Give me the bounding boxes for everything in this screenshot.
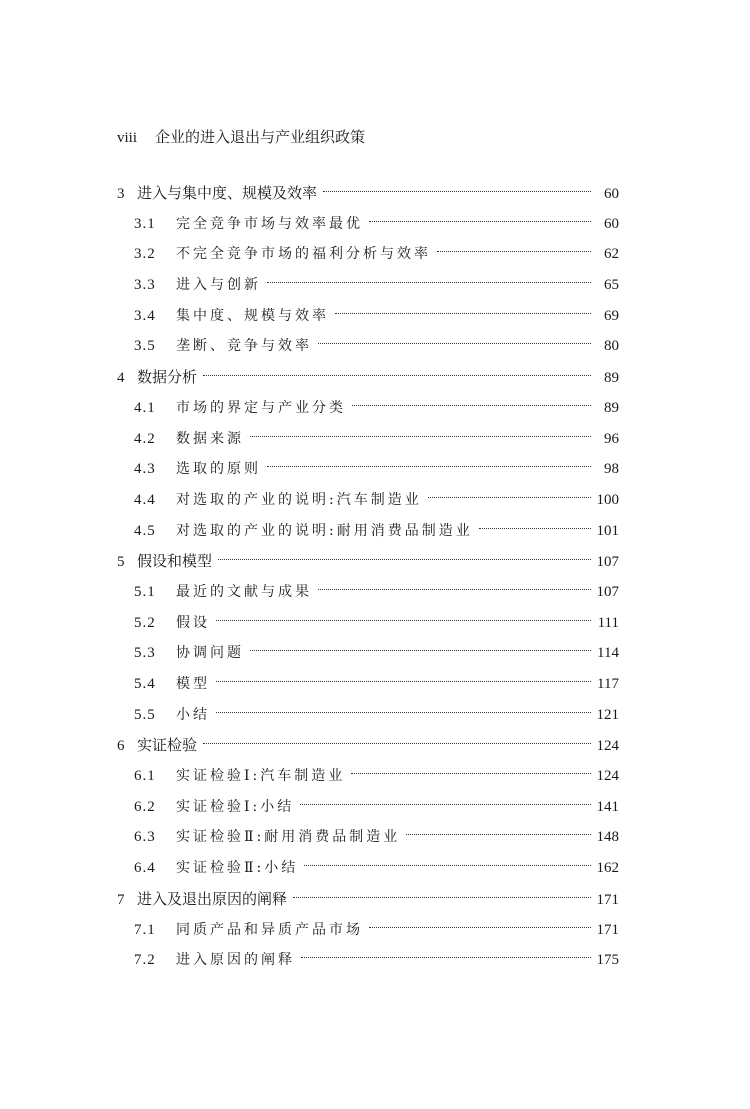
entry-page-number: 148 xyxy=(596,829,619,846)
dot-leader xyxy=(300,804,590,805)
entry-title: 假设 xyxy=(176,614,210,631)
toc-section-entry xyxy=(117,761,619,792)
entry-number: 7.2 xyxy=(134,952,156,969)
entry-title: 实证检验Ⅱ:耐用消费品制造业 xyxy=(176,829,401,846)
toc-section-entry xyxy=(117,485,619,516)
entry-number: 5.1 xyxy=(134,583,156,600)
entry-page-number: 69 xyxy=(604,307,619,324)
entry-number: 4.5 xyxy=(134,522,156,539)
entry-title: 进入原因的阐释 xyxy=(176,952,295,969)
entry-page-number: 89 xyxy=(604,370,619,387)
toc-section-entry xyxy=(117,700,619,731)
toc-section-entry xyxy=(117,638,619,669)
toc-section-entry xyxy=(117,577,619,608)
entry-title: 实证检验Ⅱ:小结 xyxy=(176,860,299,877)
dot-leader xyxy=(318,589,591,590)
dot-leader xyxy=(216,712,591,713)
entry-number: 5.5 xyxy=(134,706,156,723)
entry-title: 完全竞争市场与效率最优 xyxy=(176,215,363,232)
entry-number: 3 xyxy=(117,186,125,202)
toc-section-entry xyxy=(117,945,619,976)
page-folio: viii xyxy=(117,130,138,146)
dot-leader xyxy=(304,865,590,866)
dot-leader xyxy=(323,191,591,192)
entry-number: 3.1 xyxy=(134,215,156,232)
dot-leader xyxy=(318,343,591,344)
dot-leader xyxy=(351,773,590,774)
toc-section-entry xyxy=(117,270,619,301)
entry-number: 6.2 xyxy=(134,798,156,815)
entry-title: 数据来源 xyxy=(176,430,244,447)
entry-title: 假设和模型 xyxy=(137,552,213,571)
running-header xyxy=(117,126,365,147)
entry-number: 3.5 xyxy=(134,338,156,355)
dot-leader xyxy=(335,313,591,314)
entry-page-number: 96 xyxy=(604,430,619,447)
dot-leader xyxy=(203,743,590,744)
toc-chapter-entry xyxy=(117,730,619,761)
toc-section-entry xyxy=(117,424,619,455)
entry-page-number: 117 xyxy=(597,676,619,692)
dot-leader xyxy=(479,528,591,529)
toc-chapter-entry xyxy=(117,362,619,393)
entry-title: 进入与集中度、规模及效率 xyxy=(137,184,318,202)
toc-section-entry xyxy=(117,516,619,547)
entry-page-number: 80 xyxy=(604,338,619,355)
toc-section-entry xyxy=(117,669,619,700)
entry-page-number: 62 xyxy=(604,246,619,263)
entry-number: 3.4 xyxy=(134,307,156,324)
entry-number: 3.2 xyxy=(134,246,156,263)
entry-title: 垄断、竞争与效率 xyxy=(176,338,312,355)
entry-title: 协调问题 xyxy=(176,645,244,662)
entry-page-number: 60 xyxy=(604,215,619,232)
toc-chapter-entry xyxy=(117,884,619,915)
entry-title: 选取的原则 xyxy=(176,461,261,478)
book-title: 企业的进入退出与产业组织政策 xyxy=(155,128,366,146)
entry-title: 小结 xyxy=(176,706,210,723)
toc-section-entry xyxy=(117,331,619,362)
dot-leader xyxy=(437,251,591,252)
entry-page-number: 171 xyxy=(596,891,619,908)
toc-section-entry xyxy=(117,915,619,946)
dot-leader xyxy=(267,282,591,283)
entry-number: 6.4 xyxy=(134,860,156,877)
toc-section-entry xyxy=(117,822,619,853)
entry-number: 6 xyxy=(117,738,125,755)
entry-page-number: 60 xyxy=(604,186,619,202)
dot-leader xyxy=(250,650,591,651)
entry-page-number: 141 xyxy=(596,798,619,815)
entry-page-number: 162 xyxy=(596,860,619,877)
toc-section-entry xyxy=(117,853,619,884)
entry-number: 6.3 xyxy=(134,829,156,846)
entry-number: 4.1 xyxy=(134,399,156,416)
entry-title: 对选取的产业的说明:耐用消费品制造业 xyxy=(176,522,473,539)
entry-title: 实证检验 xyxy=(137,736,198,755)
toc-section-entry xyxy=(117,792,619,823)
entry-page-number: 175 xyxy=(596,952,619,969)
entry-title: 不完全竞争市场的福利分析与效率 xyxy=(176,246,431,263)
entry-number: 4 xyxy=(117,370,125,387)
dot-leader xyxy=(428,497,591,498)
entry-number: 7.1 xyxy=(134,921,156,938)
entry-title: 同质产品和异质产品市场 xyxy=(176,921,363,938)
entry-page-number: 101 xyxy=(596,522,619,539)
entry-number: 5.2 xyxy=(134,614,156,631)
dot-leader xyxy=(267,466,591,467)
entry-page-number: 98 xyxy=(604,461,619,478)
entry-title: 对选取的产业的说明:汽车制造业 xyxy=(176,491,422,508)
entry-number: 6.1 xyxy=(134,768,156,785)
entry-title: 集中度、规模与效率 xyxy=(176,307,329,324)
dot-leader xyxy=(406,834,590,835)
toc-section-entry xyxy=(117,239,619,270)
entry-title: 最近的文献与成果 xyxy=(176,583,312,600)
entry-number: 4.4 xyxy=(134,491,156,508)
entry-page-number: 114 xyxy=(597,645,619,662)
dot-leader xyxy=(250,436,591,437)
entry-title: 数据分析 xyxy=(137,368,198,387)
dot-leader xyxy=(293,897,590,898)
entry-title: 模型 xyxy=(176,676,210,692)
entry-page-number: 124 xyxy=(596,768,619,785)
entry-page-number: 100 xyxy=(596,491,619,508)
entry-number: 5.4 xyxy=(134,676,156,692)
dot-leader xyxy=(216,681,591,682)
dot-leader xyxy=(218,559,590,560)
dot-leader xyxy=(203,375,591,376)
table-of-contents xyxy=(117,178,619,976)
toc-section-entry xyxy=(117,608,619,639)
toc-section-entry xyxy=(117,301,619,332)
entry-page-number: 89 xyxy=(604,399,619,416)
toc-section-entry xyxy=(117,454,619,485)
entry-page-number: 111 xyxy=(597,614,619,631)
entry-number: 7 xyxy=(117,891,125,908)
dot-leader xyxy=(369,927,591,928)
dot-leader xyxy=(301,957,591,958)
entry-title: 实证检验Ⅰ:小结 xyxy=(176,798,295,815)
entry-number: 4.2 xyxy=(134,430,156,447)
dot-leader xyxy=(216,620,591,621)
entry-number: 4.3 xyxy=(134,461,156,478)
entry-page-number: 124 xyxy=(596,738,619,755)
entry-page-number: 107 xyxy=(596,554,619,571)
entry-number: 5 xyxy=(117,554,125,571)
toc-section-entry xyxy=(117,209,619,240)
entry-title: 实证检验Ⅰ:汽车制造业 xyxy=(176,768,346,785)
toc-chapter-entry xyxy=(117,546,619,577)
entry-title: 市场的界定与产业分类 xyxy=(176,399,346,416)
entry-page-number: 107 xyxy=(596,583,619,600)
toc-section-entry xyxy=(117,393,619,424)
entry-page-number: 121 xyxy=(596,706,619,723)
dot-leader xyxy=(369,221,591,222)
entry-title: 进入与创新 xyxy=(176,277,261,294)
dot-leader xyxy=(352,405,591,406)
entry-number: 5.3 xyxy=(134,645,156,662)
entry-page-number: 171 xyxy=(596,921,619,938)
entry-page-number: 65 xyxy=(604,277,619,294)
toc-chapter-entry xyxy=(117,178,619,209)
entry-title: 进入及退出原因的阐释 xyxy=(137,889,288,908)
entry-number: 3.3 xyxy=(134,277,156,294)
